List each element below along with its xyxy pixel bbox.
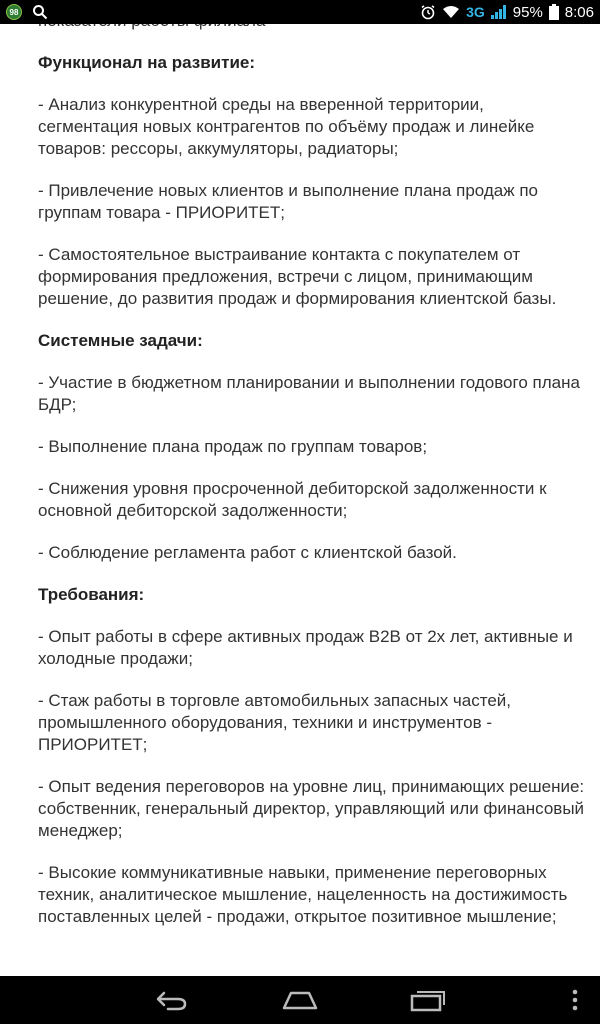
section-title-requirements: Требования: bbox=[38, 585, 145, 604]
section-title-development: Функционал на развитие: bbox=[38, 53, 256, 72]
notification-badge-icon: 98 bbox=[6, 4, 22, 20]
list-item: - Соблюдение регламента работ с клиентской базой. bbox=[38, 543, 457, 562]
list-item: - Самостоятельное выстраивание контакта с покупателем от формирования предложения, встречи с лицом, принимающим решение, до развития продаж и формирования клиентской базы. bbox=[38, 245, 557, 308]
recent-apps-icon bbox=[409, 988, 447, 1012]
battery-icon bbox=[549, 4, 559, 20]
status-bar bbox=[0, 0, 600, 24]
wifi-icon bbox=[442, 5, 460, 19]
recent-apps-button[interactable] bbox=[398, 984, 458, 1016]
search-icon bbox=[32, 4, 48, 20]
network-type: 3G bbox=[466, 4, 485, 20]
battery-percent: 95% bbox=[512, 3, 543, 21]
list-item: - Высокие коммуникативные навыки, применение переговорных техник, аналитическое мышление, нацеленность на достижимость поставленных целей - продажи, открытое позитивное мышление; bbox=[38, 863, 568, 926]
list-item: - Опыт работы в сфере активных продаж B2B от 2х лет, активные и холодные продажи; bbox=[38, 627, 573, 668]
list-item: - Анализ конкурентной среды на вверенной территории, сегментация новых контрагентов по объёму продаж и линейке товаров: рессоры, аккумуляторы, радиаторы; bbox=[38, 95, 535, 158]
clock: 8:06 bbox=[564, 3, 594, 21]
list-item: - Участие в бюджетном планировании и выполнении годового плана БДР; bbox=[38, 373, 580, 414]
alarm-icon bbox=[420, 4, 436, 20]
overflow-menu-icon bbox=[571, 989, 579, 1011]
list-item: - Привлечение новых клиентов и выполнение плана продаж по группам товара - ПРИОРИТЕТ; bbox=[38, 181, 538, 222]
navigation-bar bbox=[0, 976, 600, 1024]
home-icon bbox=[281, 989, 319, 1011]
list-item: - Выполнение плана продаж по группам товаров; bbox=[38, 437, 428, 456]
list-item: - Стаж работы в торговле автомобильных запасных частей, промышленного оборудования, техники и инструментов - ПРИОРИТЕТ; bbox=[38, 691, 512, 754]
overflow-menu-button[interactable] bbox=[560, 984, 590, 1016]
list-item: - Опыт ведения переговоров на уровне лиц, принимающих решение: собственник, генеральный директор, управляющий или финансовый менеджер; bbox=[38, 777, 585, 840]
page-content[interactable] bbox=[0, 24, 600, 976]
list-item: - Снижения уровня просроченной дебиторской задолженности к основной дебиторской задолженности; bbox=[38, 479, 547, 520]
vacancy-description bbox=[38, 10, 586, 948]
back-button[interactable] bbox=[142, 984, 202, 1016]
home-button[interactable] bbox=[270, 984, 330, 1016]
section-title-system-tasks: Системные задачи: bbox=[38, 331, 203, 350]
signal-icon bbox=[491, 5, 507, 19]
back-icon bbox=[154, 989, 190, 1011]
